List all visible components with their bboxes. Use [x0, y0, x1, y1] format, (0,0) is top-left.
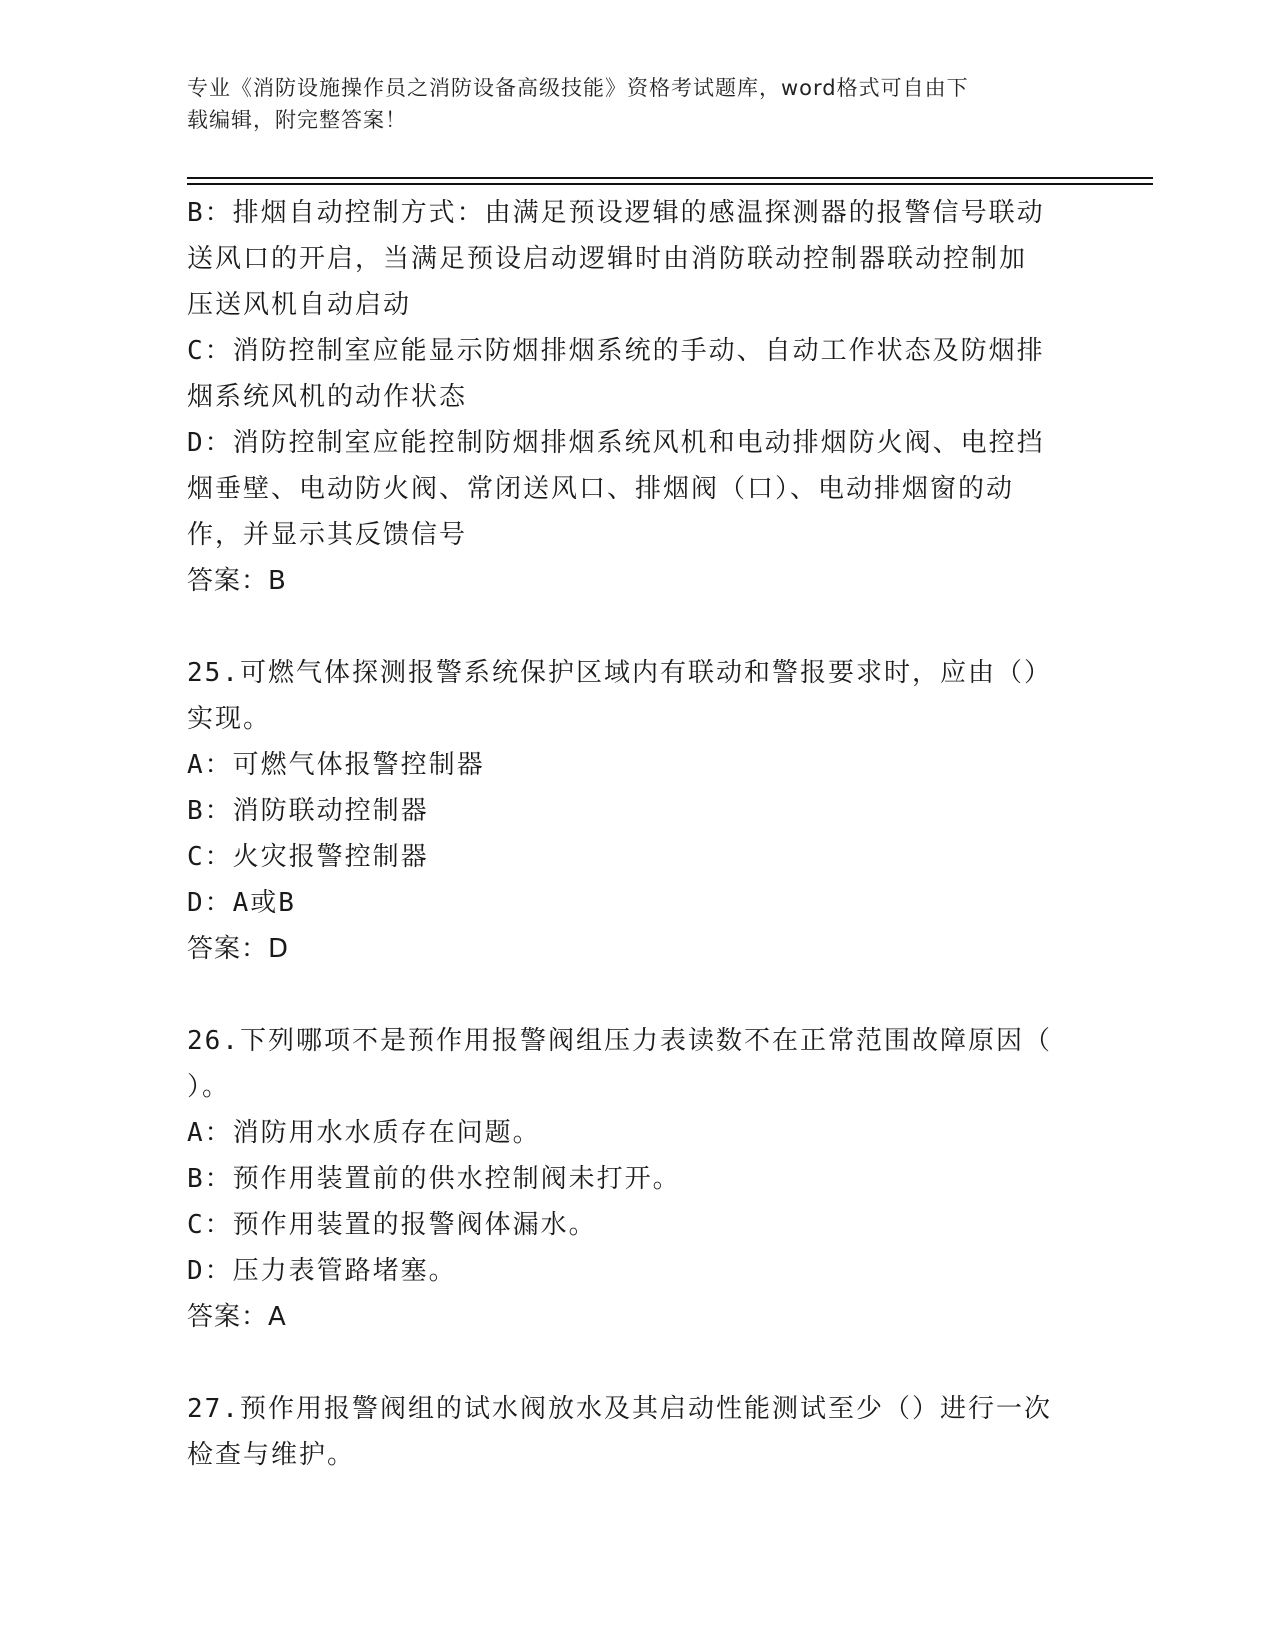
q26-answer: 答案：A — [187, 1302, 287, 1332]
q25-stem-line-1: 25.可燃气体探测报警系统保护区域内有联动和警报要求时，应由（） — [187, 658, 1052, 688]
question-27 — [187, 1386, 1087, 1478]
header-divider-bottom — [187, 183, 1153, 185]
q27-stem-line-2: 检查与维护。 — [187, 1440, 356, 1470]
q25-option-d: D：A或B — [187, 888, 296, 918]
q24-option-b-line-1: B：排烟自动控制方式：由满足预设逻辑的感温探测器的报警信号联动 — [187, 198, 1045, 228]
q25-answer: 答案：D — [187, 934, 290, 964]
q24-option-c-line-1: C：消防控制室应能显示防烟排烟系统的手动、自动工作状态及防烟排 — [187, 336, 1045, 366]
header-line-1: 专业《消防设施操作员之消防设备高级技能》资格考试题库，word格式可自由下 — [187, 76, 969, 100]
q26-option-b: B：预作用装置前的供水控制阀未打开。 — [187, 1164, 681, 1194]
question-spacer — [187, 604, 1087, 650]
q25-option-b: B：消防联动控制器 — [187, 796, 429, 826]
question-content — [187, 190, 1087, 1478]
q24-option-c-line-2: 烟系统风机的动作状态 — [187, 382, 468, 412]
q26-stem-line-2: ）。 — [187, 1072, 231, 1102]
q26-option-d: D：压力表管路堵塞。 — [187, 1256, 457, 1286]
q25-stem-line-2: 实现。 — [187, 704, 272, 734]
question-24-continued — [187, 190, 1087, 604]
q26-option-c: C：预作用装置的报警阀体漏水。 — [187, 1210, 597, 1240]
q25-option-c: C：火灾报警控制器 — [187, 842, 429, 872]
q25-option-a: A：可燃气体报警控制器 — [187, 750, 485, 780]
question-spacer — [187, 972, 1087, 1018]
q24-option-d-line-1: D：消防控制室应能控制防烟排烟系统风机和电动排烟防火阀、电控挡 — [187, 428, 1045, 458]
header-divider-top — [187, 177, 1153, 179]
document-header — [187, 72, 1087, 136]
q24-answer: 答案：B — [187, 566, 287, 596]
q26-option-a: A：消防用水水质存在问题。 — [187, 1118, 541, 1148]
q27-stem-line-1: 27.预作用报警阀组的试水阀放水及其启动性能测试至少（）进行一次 — [187, 1394, 1052, 1424]
q24-option-d-line-3: 作，并显示其反馈信号 — [187, 520, 468, 550]
q26-stem-line-1: 26.下列哪项不是预作用报警阀组压力表读数不在正常范围故障原因（ — [187, 1026, 1052, 1056]
header-line-2: 载编辑，附完整答案！ — [187, 108, 407, 132]
q24-option-d-line-2: 烟垂壁、电动防火阀、常闭送风口、排烟阀（口）、电动排烟窗的动 — [187, 474, 1015, 504]
question-26 — [187, 1018, 1087, 1340]
question-25 — [187, 650, 1087, 972]
q24-option-b-line-2: 送风口的开启，当满足预设启动逻辑时由消防联动控制器联动控制加 — [187, 244, 1028, 274]
q24-option-b-line-3: 压送风机自动启动 — [187, 290, 412, 320]
question-spacer — [187, 1340, 1087, 1386]
